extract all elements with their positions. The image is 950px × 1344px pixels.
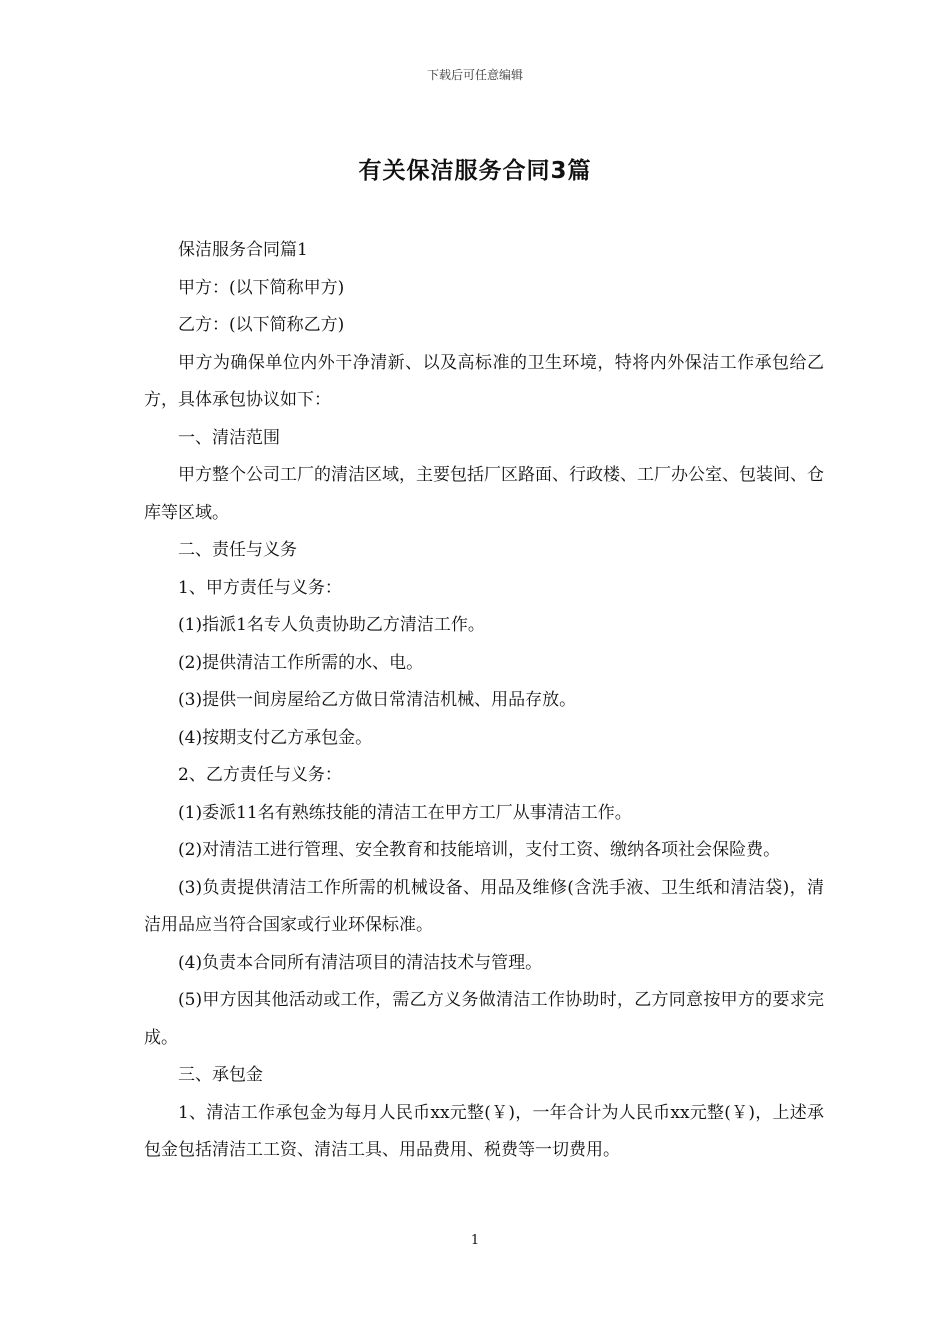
paragraph: (4)按期支付乙方承包金。 [178, 727, 373, 748]
paragraph: 二、责任与义务 [178, 540, 297, 560]
paragraph: 保洁服务合同篇1 [178, 240, 308, 260]
paragraph: 乙方：(以下简称乙方) [178, 315, 345, 335]
paragraph: 甲方：(以下简称甲方) [178, 277, 345, 298]
paragraph: 1、甲方责任与义务： [178, 577, 342, 598]
paragraph: (1)指派1名专人负责协助乙方清洁工作。 [178, 615, 485, 635]
paragraph: 一、清洁范围 [178, 427, 280, 448]
page-number: 1 [470, 1233, 480, 1248]
paragraph: (3)负责提供清洁工作所需的机械设备、用品及维修(含洗手液、卫生纸和清洁袋)，清洁用品应当符合国家或行业环保标准。 [144, 877, 824, 935]
paragraph: 2、乙方责任与义务： [178, 765, 342, 785]
paragraph: (2)对清洁工进行管理、安全教育和技能培训，支付工资、缴纳各项社会保险费。 [178, 840, 781, 860]
document-title: 有关保洁服务合同3篇 [358, 158, 592, 184]
paragraph: 甲方整个公司工厂的清洁区域，主要包括厂区路面、行政楼、工厂办公室、包装间、仓库等区域。 [144, 465, 824, 523]
paragraph: 三、承包金 [178, 1065, 263, 1085]
paragraph: 1、清洁工作承包金为每月人民币xx元整(￥)，一年合计为人民币xx元整(￥)，上述承包金包括清洁工工资、清洁工具、用品费用、税费等一切费用。 [144, 1102, 824, 1160]
paragraph: 甲方为确保单位内外干净清新、以及高标准的卫生环境，特将内外保洁工作承包给乙方，具体承包协议如下： [144, 352, 824, 410]
paragraph: (4)负责本合同所有清洁项目的清洁技术与管理。 [178, 952, 543, 973]
document-body [144, 232, 824, 1170]
paragraph: (3)提供一间房屋给乙方做日常清洁机械、用品存放。 [178, 690, 577, 710]
paragraph: (2)提供清洁工作所需的水、电。 [178, 652, 424, 673]
paragraph: (1)委派11名有熟练技能的清洁工在甲方工厂从事清洁工作。 [178, 802, 632, 823]
page-header-note: 下载后可任意编辑 [426, 68, 523, 82]
paragraph: (5)甲方因其他活动或工作，需乙方义务做清洁工作协助时，乙方同意按甲方的要求完成。 [144, 990, 824, 1048]
